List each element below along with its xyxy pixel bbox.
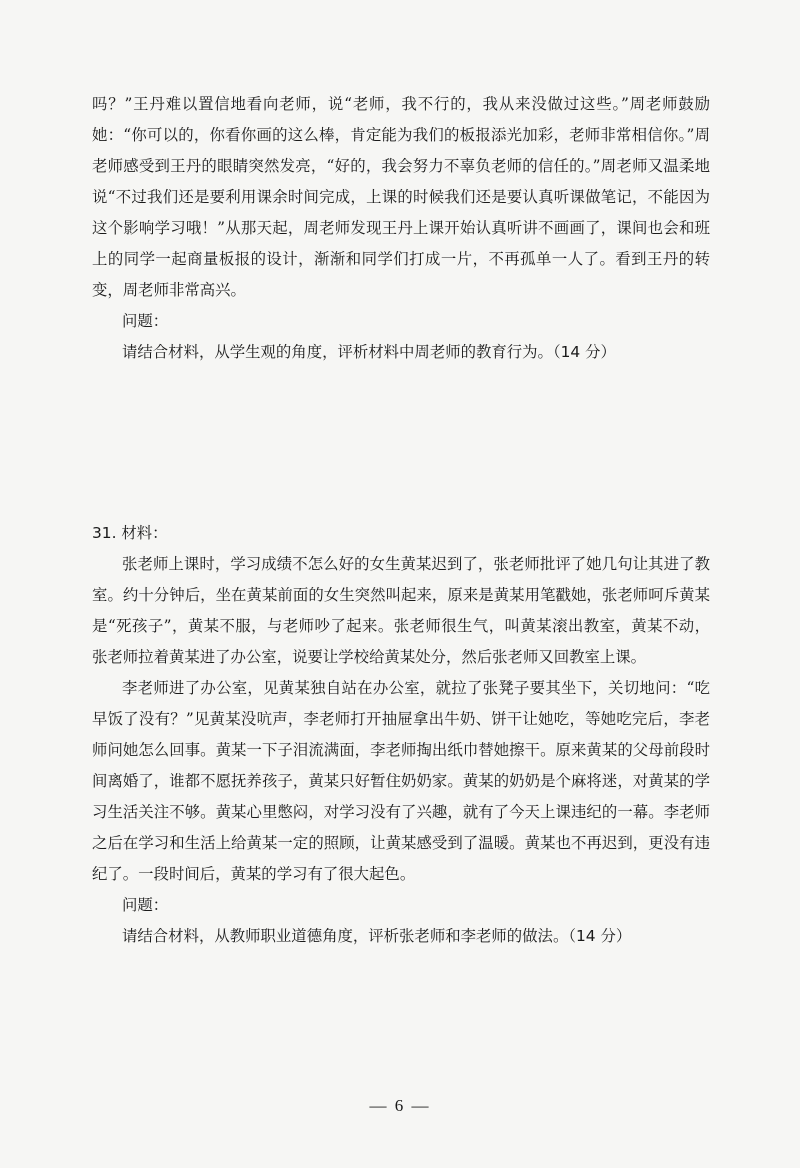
question-prompt: 请结合材料，从教师职业道德角度，评析张老师和李老师的做法。（14 分） [122, 927, 632, 945]
material-line: 张老师拉着黄某进了办公室，说要让学校给黄某处分，然后张老师又回教室上课。 [92, 648, 647, 666]
material-line: 纪了。一段时间后，黄某的学习有了很大起色。 [92, 865, 416, 883]
question-number-heading: 31. 材料： [92, 524, 168, 542]
question-label: 问题： [122, 312, 169, 330]
material-line: 吗？”王丹难以置信地看向老师，说“老师，我不行的，我从来没做过这些。”周老师鼓励 [92, 95, 710, 113]
material-line: 师问她怎么回事。黄某一下子泪流满面，李老师掏出纸巾替她擦干。原来黄某的父母前段时 [92, 741, 710, 759]
material-line: 变，周老师非常高兴。 [92, 281, 246, 299]
material-line: 说“不过我们还是要利用课余时间完成，上课的时候我们还是要认真听课做笔记，不能因为 [92, 188, 710, 206]
material-line: 李老师进了办公室，见黄某独自站在办公室，就拉了张凳子要其坐下，关切地问：“吃 [122, 679, 710, 697]
question-31 [92, 518, 710, 952]
material-line: 她：“你可以的，你看你画的这么棒，肯定能为我们的板报添光加彩，老师非常相信你。”周 [92, 126, 710, 144]
material-line: 习生活关注不够。黄某心里憋闷，对学习没有了兴趣，就有了今天上课违纪的一幕。李老师 [92, 803, 710, 821]
material-line: 间离婚了，谁都不愿抚养孩子，黄某只好暂住奶奶家。黄某的奶奶是个麻将迷，对黄某的学 [92, 772, 710, 790]
question-prompt: 请结合材料，从学生观的角度，评析材料中周老师的教育行为。（14 分） [122, 343, 616, 361]
material-line: 这个影响学习哦！”从那天起，周老师发现王丹上课开始认真听讲不画画了，课间也会和班 [92, 219, 710, 237]
material-line: 早饭了没有？”见黄某没吭声，李老师打开抽屉拿出牛奶、饼干让她吃，等她吃完后，李老 [92, 710, 710, 728]
material-line: 上的同学一起商量板报的设计，渐渐和同学们打成一片，不再孤单一人了。看到王丹的转 [92, 250, 710, 268]
question-label: 问题： [122, 896, 169, 914]
material-line: 是“死孩子”，黄某不服，与老师吵了起来。张老师很生气，叫黄某滚出教室，黄某不动， [92, 617, 710, 635]
material-line: 张老师上课时，学习成绩不怎么好的女生黄某迟到了，张老师批评了她几句让其进了教 [122, 555, 710, 573]
question-30-continuation [92, 89, 710, 368]
page-number: — 6 — [369, 1096, 431, 1115]
material-line: 之后在学习和生活上给黄某一定的照顾，让黄某感受到了温暖。黄某也不再迟到，更没有违 [92, 834, 710, 852]
material-line: 室。约十分钟后，坐在黄某前面的女生突然叫起来，原来是黄某用笔戳她，张老师呵斥黄某 [92, 586, 710, 604]
material-line: 老师感受到王丹的眼睛突然发亮，“好的，我会努力不辜负老师的信任的。”周老师又温柔地 [92, 157, 710, 175]
